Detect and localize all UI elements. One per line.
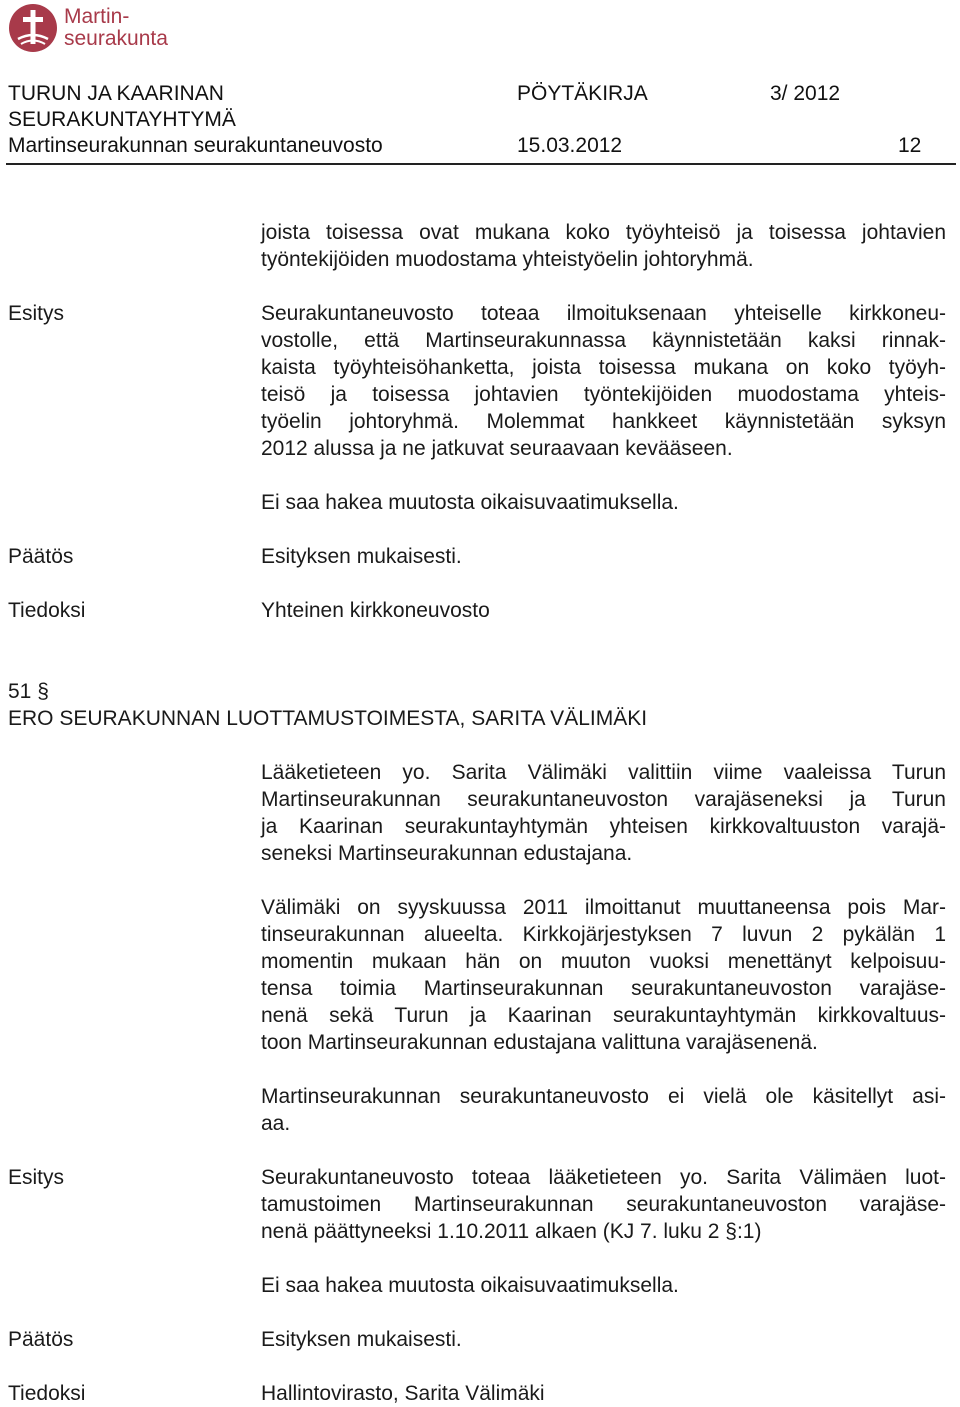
text-line: momentin mukaan hän on muuton vuoksi menettänyt kelpoisuu- [261,950,946,973]
logo-wordmark [64,6,168,50]
text-line: teisö ja toisessa johtavien työntekijöiden muodostama yhteis- [261,383,946,406]
logo-line-2: seurakunta [64,27,168,50]
paatos-label: Päätös [8,545,74,568]
text-line: toon Martinseurakunnan edustajana valittuna varajäsenenä. [261,1031,818,1054]
text-line: työntekijöiden muodostama yhteistyöelin johtoryhmä. [261,248,754,271]
organization-logo [8,3,178,55]
text-line: tamustoimen Martinseurakunnan seurakuntaneuvoston varajäse- [261,1193,946,1216]
logo-line-1: Martin- [64,5,130,28]
text-line: tinseurakunnan alueelta. Kirkkojärjestyksen 7 luvun 2 pykälän 1 [261,923,946,946]
text-line: tensa toimia Martinseurakunnan seurakuntaneuvoston varajäse- [261,977,946,1000]
no-appeal-note: Ei saa hakea muutosta oikaisuvaatimuksella. [261,1274,679,1297]
text-line: Martinseurakunnan seurakuntaneuvoston varajäseneksi ja Turun [261,788,946,811]
text-line: Seurakuntaneuvosto toteaa lääketieteen yo. Sarita Välimäen luot- [261,1166,946,1189]
doc-type: PÖYTÄKIRJA [517,82,648,105]
text-line: Lääketieteen yo. Sarita Välimäki valittiin viime vaaleissa Turun [261,761,946,784]
no-appeal-note: Ei saa hakea muutosta oikaisuvaatimuksella. [261,491,679,514]
section-number: 51 § [8,680,49,703]
esitys-text [261,1164,946,1245]
paatos-text: Esityksen mukaisesti. [261,545,462,568]
meeting-date: 15.03.2012 [517,134,623,157]
text-line: Välimäki on syyskuussa 2011 ilmoittanut muuttaneensa pois Mar- [261,896,946,919]
page-number: 12 [898,134,922,157]
tiedoksi-label: Tiedoksi [8,599,86,622]
text-line: 2012 alussa ja ne jatkuvat seuraavaan kevääseen. [261,437,733,460]
text-line: joista toisessa ovat mukana koko työyhteisö ja toisessa johtavien [261,221,946,244]
org-name-line-3: Martinseurakunnan seurakuntaneuvosto [8,134,383,157]
text-line: Martinseurakunnan seurakuntaneuvosto ei vielä ole käsitellyt asi- [261,1085,946,1108]
section-title: ERO SEURAKUNNAN LUOTTAMUSTOIMESTA, SARITA VÄLIMÄKI [8,707,648,730]
text-line: aa. [261,1112,291,1135]
org-name-line-1: TURUN JA KAARINAN [8,82,224,105]
paatos-label: Päätös [8,1328,74,1351]
paragraph-2 [261,894,946,1056]
text-line: Seurakuntaneuvosto toteaa ilmoituksenaan yhteiselle kirkkoneu- [261,302,946,325]
tiedoksi-text: Hallintovirasto, Sarita Välimäki [261,1382,545,1405]
text-line: ja Kaarinan seurakuntayhtymän yhteisen kirkkovaltuuston varajä- [261,815,946,838]
header-divider [6,163,956,165]
text-line: nenä päättyneeksi 1.10.2011 alkaen (KJ 7. luku 2 §:1) [261,1220,762,1243]
esitys-label: Esitys [8,1166,65,1189]
cross-emblem-icon [8,3,58,53]
prev-continuation [261,219,946,273]
esitys-label: Esitys [8,302,65,325]
tiedoksi-label: Tiedoksi [8,1382,86,1405]
text-line: seneksi Martinseurakunnan edustajana. [261,842,633,865]
paragraph-3 [261,1083,946,1137]
doc-number: 3/ 2012 [770,82,841,105]
text-line: vostolle, että Martinseurakunnassa käynnistetään kaksi rinnak- [261,329,946,352]
text-line: nenä sekä Turun ja Kaarinan seurakuntayhtymän kirkkovaltuus- [261,1004,946,1027]
org-name-line-2: SEURAKUNTAYHTYMÄ [8,108,236,131]
text-line: työelin johtoryhmä. Molemmat hankkeet käynnistetään syksyn [261,410,946,433]
esitys-text [261,300,946,462]
tiedoksi-text: Yhteinen kirkkoneuvosto [261,599,490,622]
text-line: kaista työyhteisöhanketta, joista toisessa mukana on koko työyh- [261,356,946,379]
paatos-text: Esityksen mukaisesti. [261,1328,462,1351]
paragraph-1 [261,759,946,867]
